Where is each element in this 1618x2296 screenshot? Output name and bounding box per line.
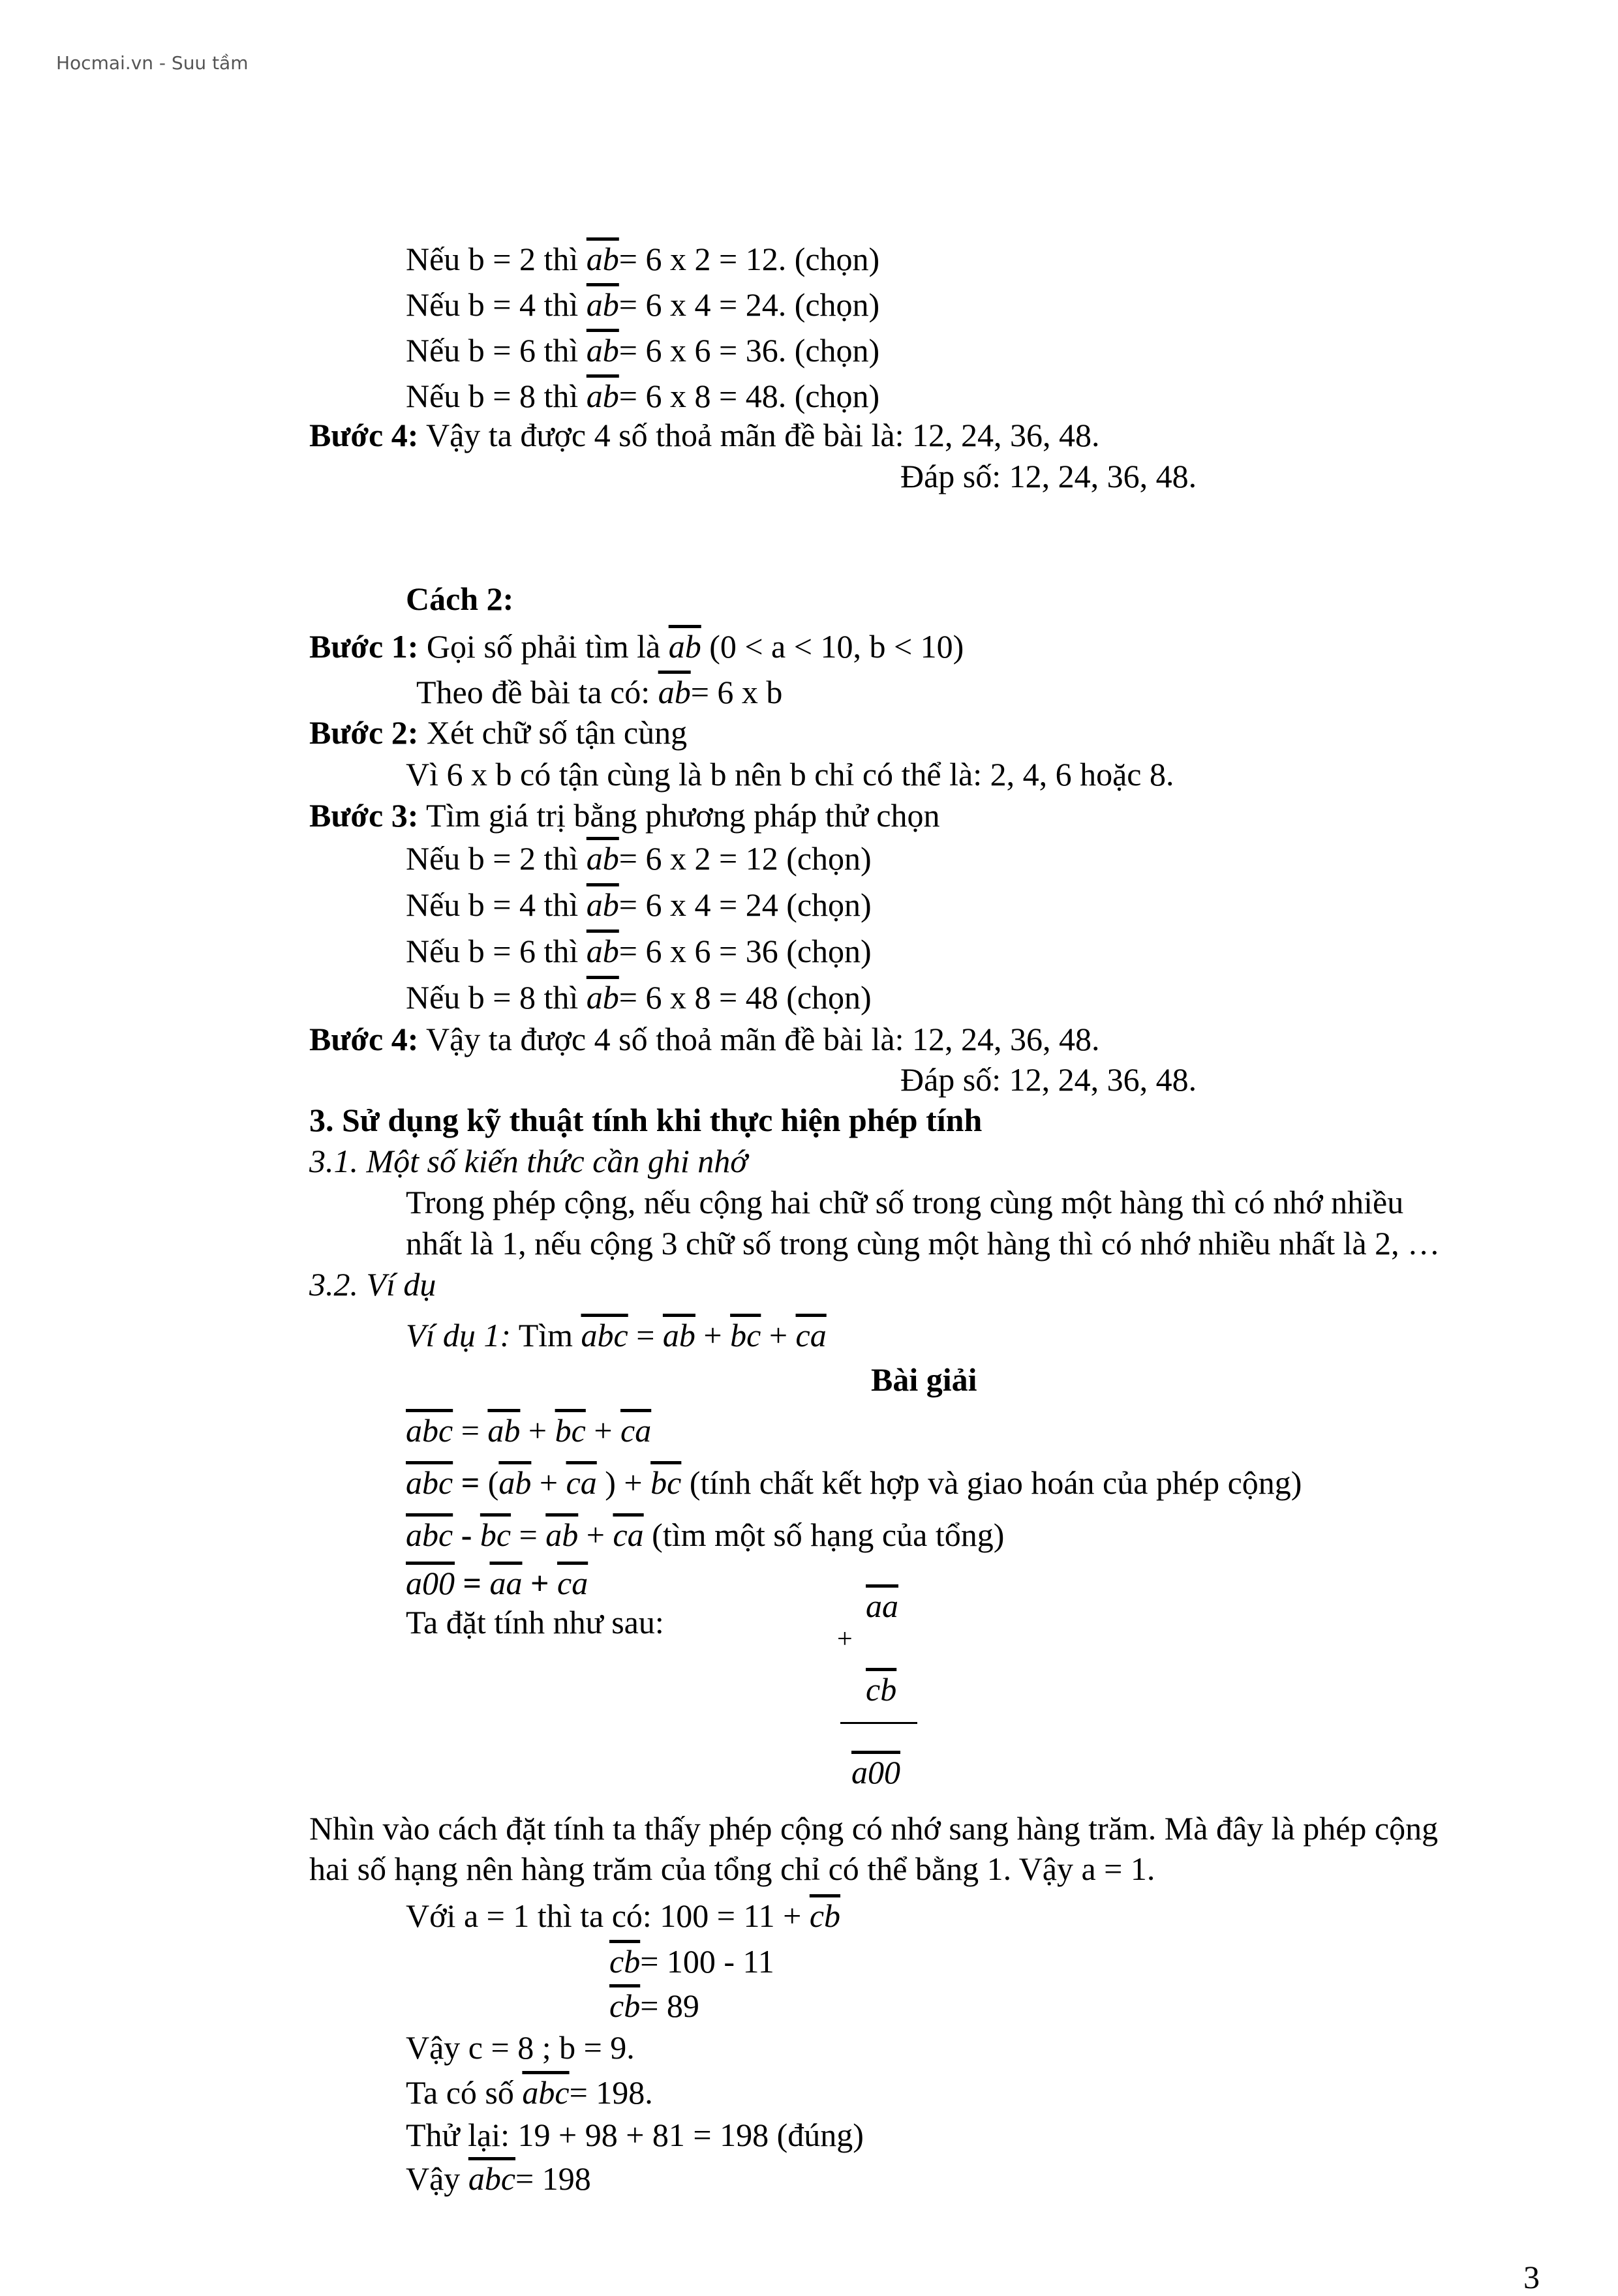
paragraph: Trong phép cộng, nếu cộng hai chữ số trong cùng một hàng thì có nhớ nhiều bbox=[406, 1184, 1404, 1220]
result-line: Vậy c = 8 ; b = 9. bbox=[406, 2029, 635, 2066]
case-line: Nếu b = 4 thì $\overline{ab}= 6$ x 4 = 24. (chọn) bbox=[406, 286, 880, 323]
solution-title: Bài giải bbox=[871, 1361, 977, 1398]
case-line: Nếu b = 8 thì $\overline{ab}= 6$ x 8 = 48. (chọn) bbox=[406, 378, 880, 414]
answer-line: Đáp số: 12, 24, 36, 48. bbox=[900, 1061, 1197, 1098]
step1-line: Bước 1: Gọi số phải tìm là $\overline{ab}$ (0 < a < 10, b < 10) bbox=[309, 628, 964, 665]
case-line: Nếu b = 6 thì $\overline{ab}= 6$ x 6 = 36 (chọn) bbox=[406, 933, 872, 969]
section-title: 3. Sử dụng kỹ thuật tính khi thực hiện phép tính bbox=[309, 1102, 983, 1138]
example-line: Ví dụ 1: Tìm $\overline{abc} = \overline{ab} + \overline{bc} + \overline{ca}$ bbox=[406, 1317, 827, 1353]
vertical-sum-rule bbox=[840, 1722, 917, 1724]
subsection-title: 3.2. Ví dụ bbox=[309, 1266, 436, 1303]
equation-line: $\overline{abc} = (\overline{ab} + \overline{ca}$ ) + $\overline{bc}$ (tính chất kết hợp và giao hoán của phép cộng) bbox=[406, 1464, 1302, 1501]
step4-line: Bước 4: Vậy ta được 4 số thoả mãn đề bài là: 12, 24, 36, 48. bbox=[309, 417, 1100, 453]
method-title: Cách 2: bbox=[406, 581, 514, 617]
check-line: Thử lại: 19 + 98 + 81 = 198 (đúng) bbox=[406, 2117, 864, 2153]
vertical-top-operand: $\overline{aa}$ bbox=[866, 1588, 898, 1624]
header-source: Hocmai.vn - Suu tầm bbox=[56, 52, 249, 74]
case-line: Nếu b = 2 thì $\overline{ab}= 6$ x 2 = 12. (chọn) bbox=[406, 241, 880, 277]
equation-line: $a00 = \overline{aa} + \overline{ca}$ bbox=[406, 1565, 588, 1601]
paragraph: hai số hạng nên hàng trăm của tổng chỉ có thể bằng 1. Vậy a = 1. bbox=[309, 1850, 1155, 1887]
theo-line: Theo đề bài ta có: $\overline{ab}= 6$ x b bbox=[416, 674, 783, 710]
case-line: Nếu b = 4 thì $\overline{ab}= 6$ x 4 = 24 (chọn) bbox=[406, 886, 872, 923]
step3-line: Bước 3: Tìm giá trị bằng phương pháp thử chọn bbox=[309, 797, 940, 834]
equation-line: $\overline{cb}= 89$ bbox=[609, 1987, 699, 2024]
case-line: Nếu b = 8 thì $\overline{ab}= 6$ x 8 = 48 (chọn) bbox=[406, 979, 872, 1016]
step4-line: Bước 4: Vậy ta được 4 số thoả mãn đề bài là: 12, 24, 36, 48. bbox=[309, 1021, 1100, 1057]
vertical-mid-operand: $\overline{cb}$ bbox=[866, 1671, 897, 1708]
page-number: 3 bbox=[1523, 2259, 1540, 2295]
case-line: Nếu b = 6 thì $\overline{ab}= 6$ x 6 = 36. (chọn) bbox=[406, 332, 880, 369]
case-line: Nếu b = 2 thì $\overline{ab}= 6$ x 2 = 12 (chọn) bbox=[406, 840, 872, 877]
equation-line: Với a = 1 thì ta có: $100 = 11 + \overline{cb}$ bbox=[406, 1897, 841, 1934]
paragraph: Nhìn vào cách đặt tính ta thấy phép cộng có nhớ sang hàng trăm. Mà đây là phép cộng bbox=[309, 1810, 1439, 1847]
equation-line: $\overline{abc} = \overline{ab} + \overline{bc} + \overline{ca}$ bbox=[406, 1412, 652, 1449]
step2-line: Bước 2: Xét chữ số tận cùng bbox=[309, 714, 688, 751]
subsection-title: 3.1. Một số kiến thức cần ghi nhớ bbox=[309, 1143, 748, 1179]
dat-tinh-label: Ta đặt tính như sau: bbox=[406, 1604, 664, 1640]
result-line: Ta có số $\overline{abc}= 198$. bbox=[406, 2074, 653, 2111]
equation-line: $\overline{abc} - \overline{bc} = \overline{ab} + \overline{ca}$ (tìm một số hạng của tổng) bbox=[406, 1517, 1005, 1553]
equation-line: $\overline{cb}= 100 - 11$ bbox=[609, 1943, 774, 1980]
step2-detail: Vì 6 x b có tận cùng là b nên b chỉ có thể là: 2, 4, 6 hoặc 8. bbox=[406, 756, 1174, 793]
vertical-plus-sign: + bbox=[837, 1624, 853, 1654]
vertical-result: a00 bbox=[851, 1754, 900, 1790]
answer-line: Đáp số: 12, 24, 36, 48. bbox=[900, 458, 1197, 494]
conclusion-line: Vậy $\overline{abc}= 198$ bbox=[406, 2160, 591, 2197]
paragraph: nhất là 1, nếu cộng 3 chữ số trong cùng một hàng thì có nhớ nhiều nhất là 2, … bbox=[406, 1225, 1441, 1261]
